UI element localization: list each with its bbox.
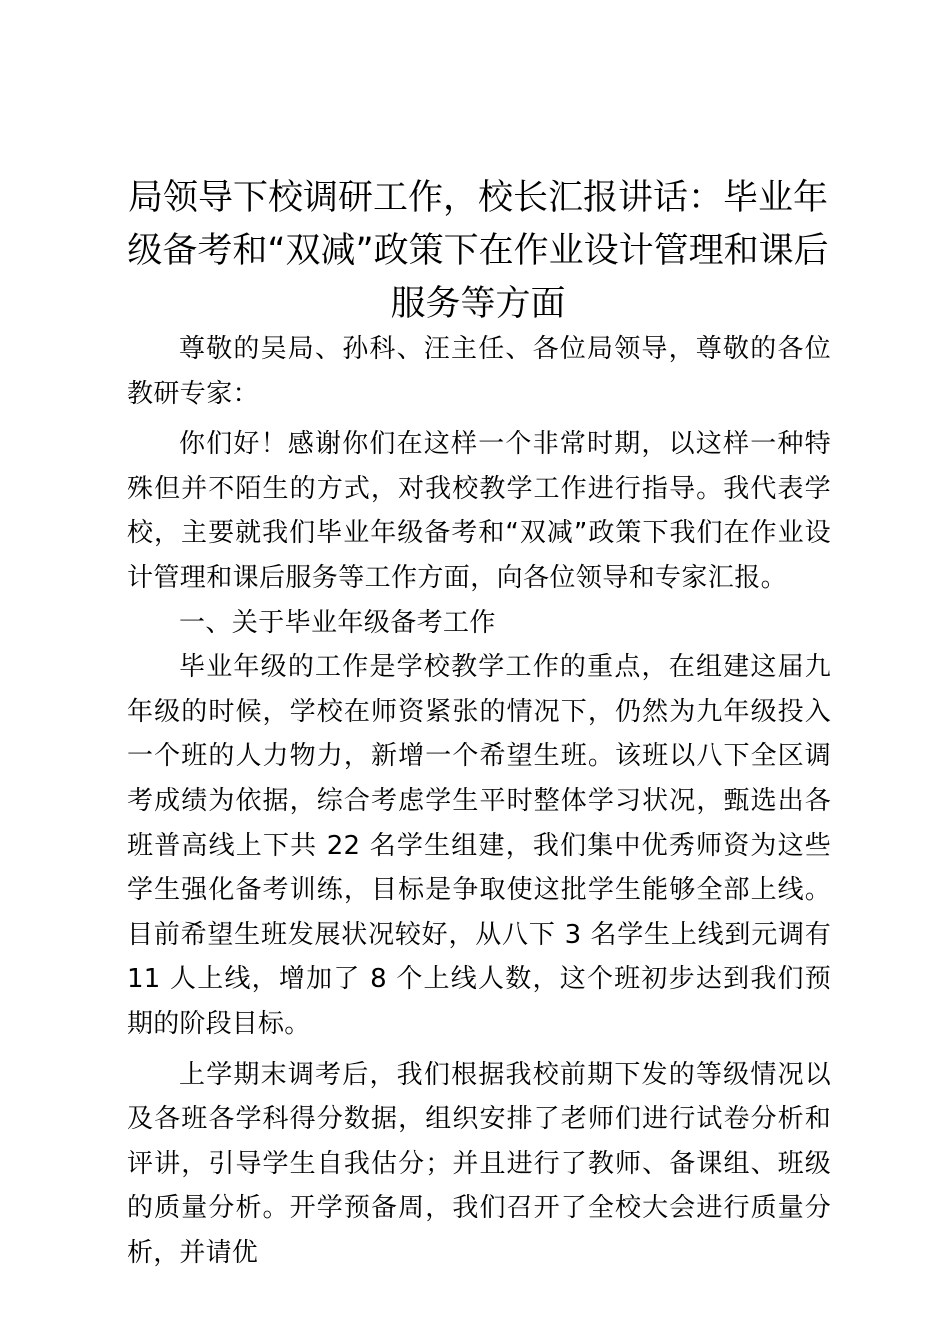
body-paragraph: 毕业年级的工作是学校教学工作的重点，在组建这届九年级的时候，学校在师资紧张的情况下，仍然为九年级投入一个班的人力物力，新增一个希望生班。该班以八下全区调考成绩为依据，综合考虑学生平时整体学习状况，甄选出各班普高线上下共 22 名学生组建，我们集中优秀师资为这些学生强化备考训练，目标是争取使这批学生能够全部上线。目前希望生班发展状况较好，从八下 3 名学生上线到元调有 11 人上线，增加了 8 个上线人数，这个班初步达到我们预期的阶段目标。 [127, 652, 831, 1039]
document-body [127, 327, 831, 1275]
salutation-paragraph: 尊敬的吴局、孙科、汪主任、各位局领导，尊敬的各位教研专家： [127, 334, 831, 409]
document-title: 局领导下校调研工作，校长汇报讲话：毕业年级备考和“双减”政策下在作业设计管理和课后服务等方面 [127, 178, 829, 324]
body-paragraph: 上学期末调考后，我们根据我校前期下发的等级情况以及各班各学科得分数据，组织安排了老师们进行试卷分析和评讲，引导学生自我估分；并且进行了教师、备课组、班级的质量分析。开学预备周，我们召开了全校大会进行质量分析，并请优 [127, 1059, 831, 1268]
section-heading: 一、关于毕业年级备考工作 [179, 607, 496, 638]
opening-paragraph: 你们好！感谢你们在这样一个非常时期，以这样一种特殊但并不陌生的方式，对我校教学工作进行指导。我代表学校，主要就我们毕业年级备考和“双减”政策下我们在作业设计管理和课后服务等工作方面，向各位领导和专家汇报。 [127, 429, 831, 593]
